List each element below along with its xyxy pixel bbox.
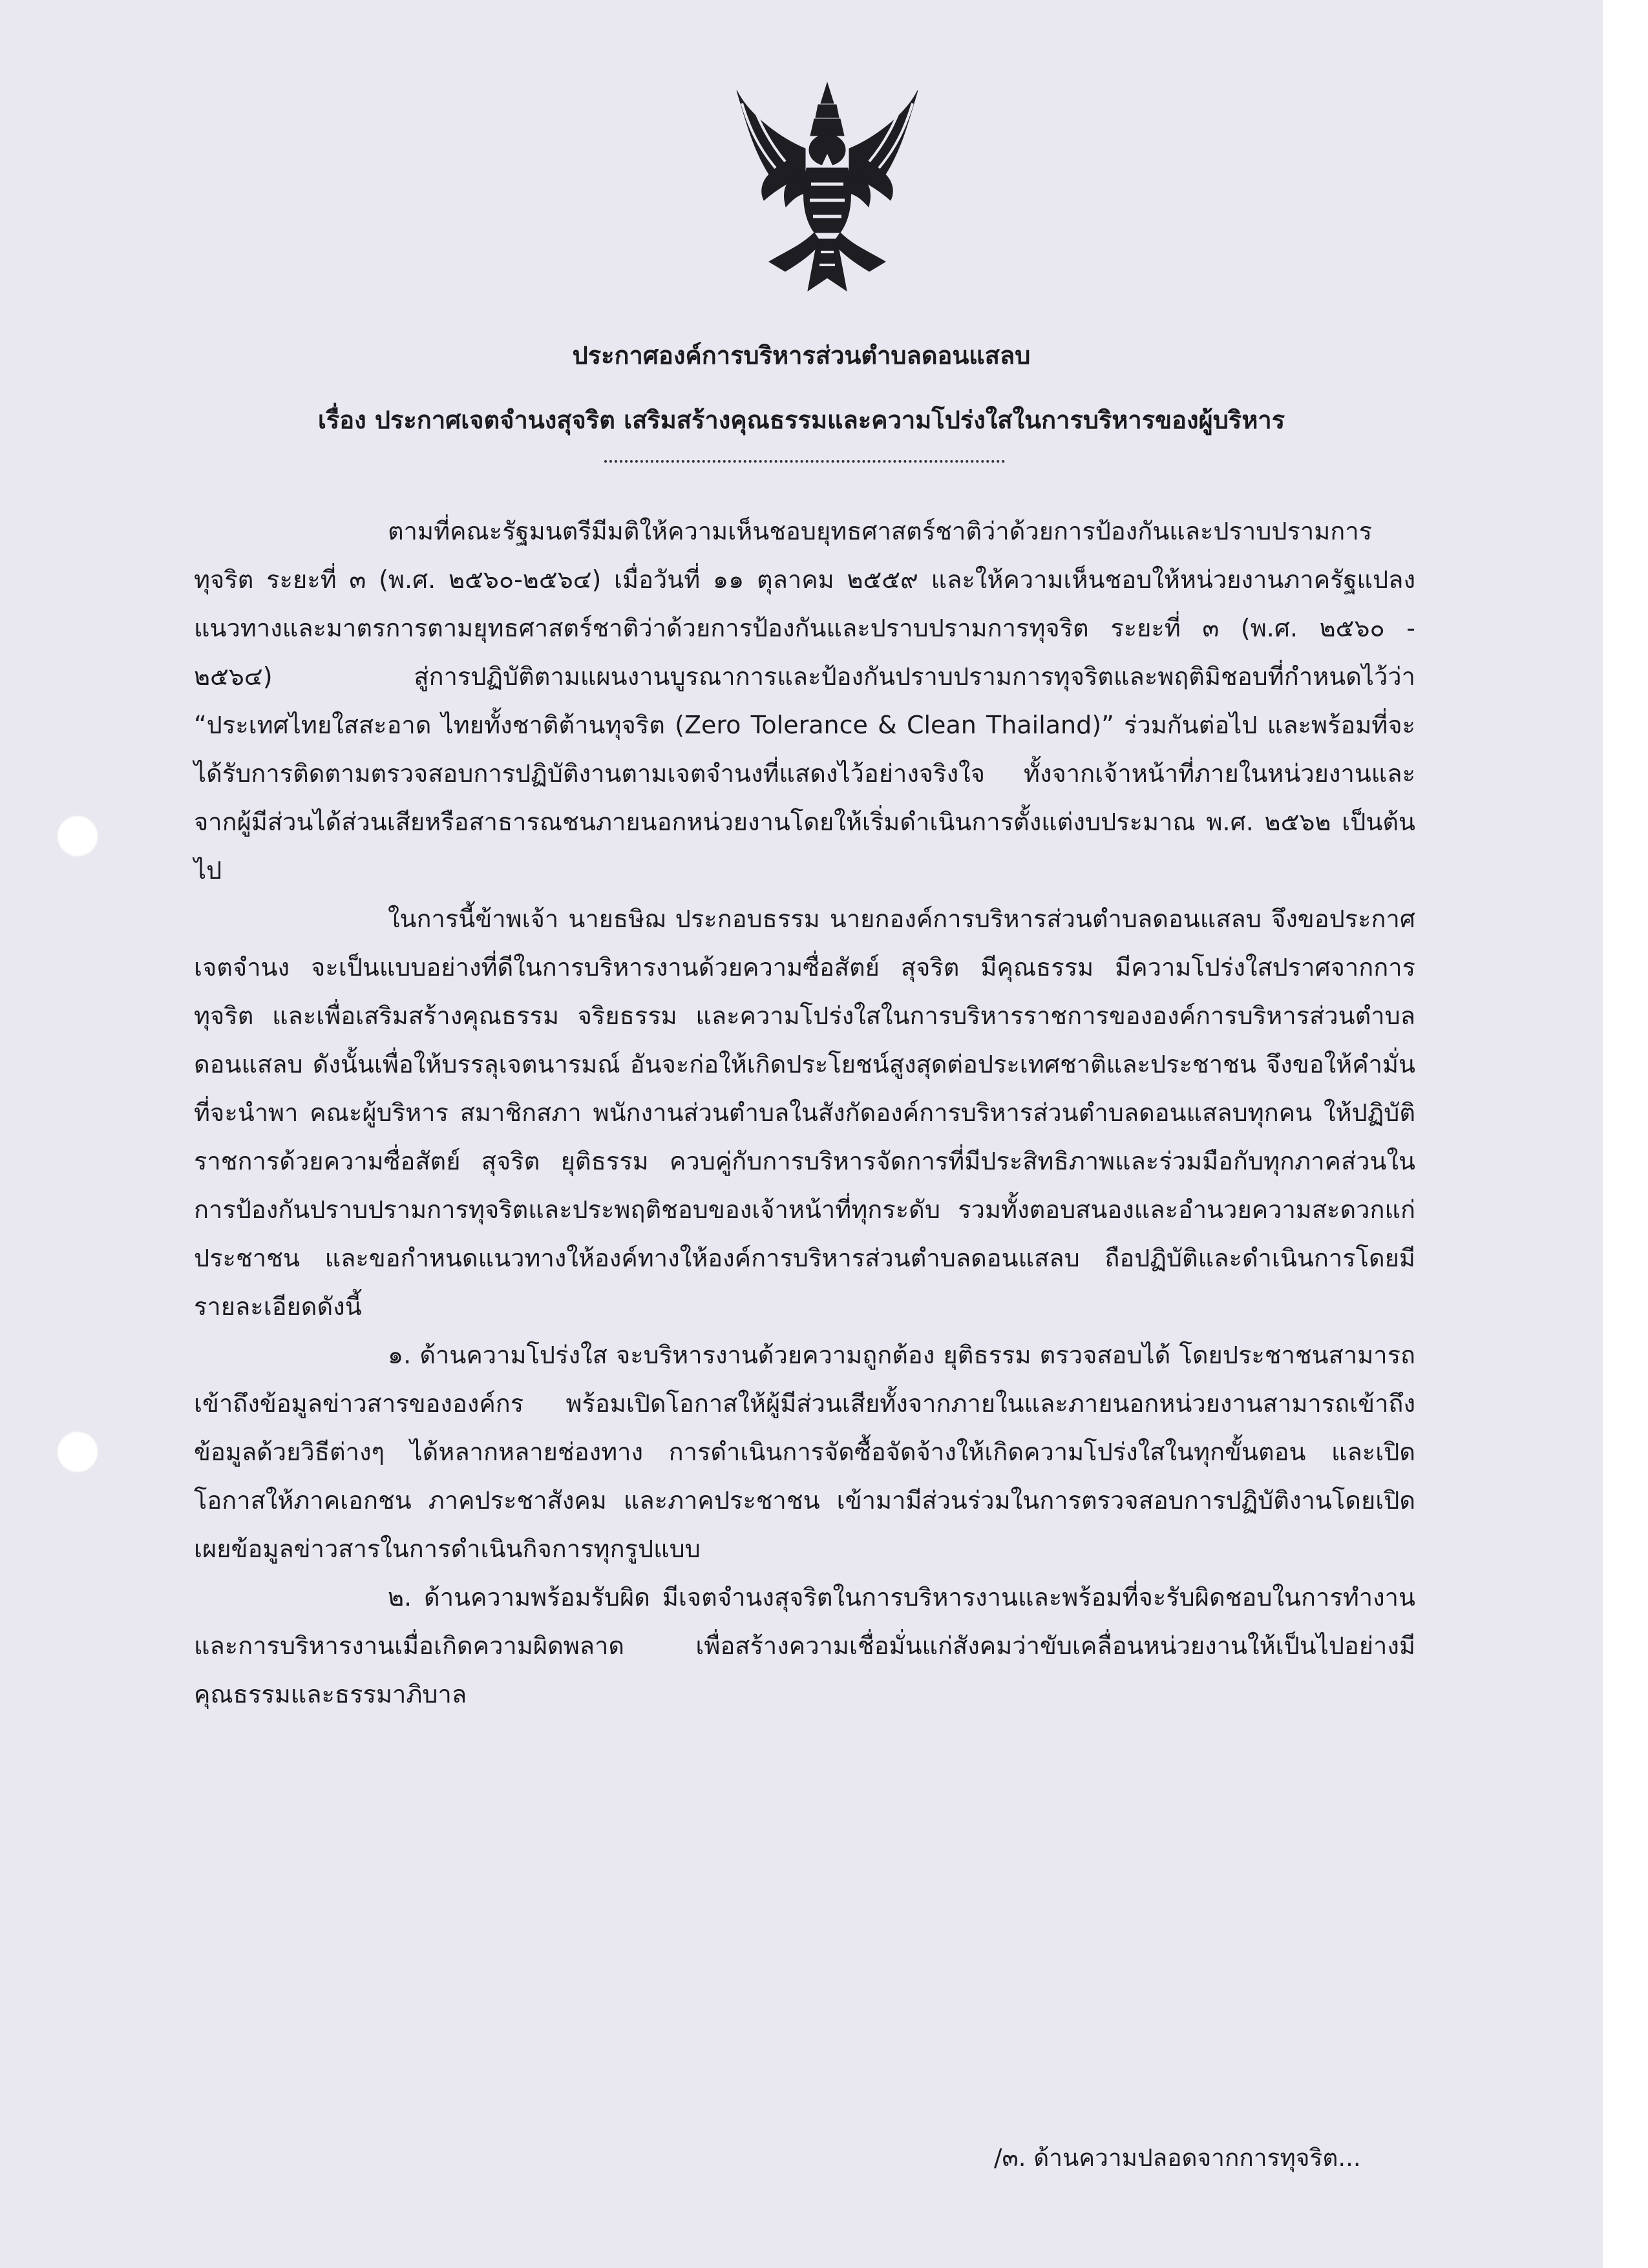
garuda-emblem-icon [724,78,931,297]
punch-hole-top [57,815,98,857]
continuation-note: /๓. ด้านความปลอดจากการทุจริต... [994,2144,1361,2172]
announcement-subject: เรื่อง ประกาศเจตจำนงสุจริต เสริมสร้างคุณธรรมและความโปร่งใสในการบริหารของผู้บริหาร [317,406,1285,434]
title-divider [604,460,1005,463]
paragraph-transparency: ๑. ด้านความโปร่งใส จะบริหารงานด้วยความถูกต้อง ยุติธรรม ตรวจสอบได้ โดยประชาชนสามารถเข้าถึงข้อมูลข่าวสารขององค์กร พร้อมเปิดโอกาสให้ผู้มีส่วนเสียทั้งจากภายในและภายนอกหน่วยงานสามารถเข้าถึงข้อมูลด้วยวิธีต่างๆ ได้หลากหลายช่องทาง การดำเนินการจัดซื้อจัดจ้างให้เกิดความโปร่งใสในทุกขั้นตอน และเปิดโอกาสให้ภาคเอกชน ภาคประชาสังคม และภาคประชาชน เข้ามามีส่วนร่วมในการตรวจสอบการปฏิบัติงานโดยเปิดเผยข้อมูลข่าวสารในการดำเนินกิจการทุกรูปแบบ [194,1341,1415,1563]
paragraph-intro: ตามที่คณะรัฐมนตรีมีมติให้ความเห็นชอบยุทธศาสตร์ชาติว่าด้วยการป้องกันและปราบปรามการทุจริต ระยะที่ ๓ (พ.ศ. ๒๕๖๐-๒๕๖๔) เมื่อวันที่ ๑๑ ตุลาคม ๒๕๕๙ และให้ความเห็นชอบให้หน่วยงานภาครัฐแปลงแนวทางและมาตรการตามยุทธศาสตร์ชาติว่าด้วยการป้องกันและปราบปรามการทุจริต ระยะที่ ๓ (พ.ศ. ๒๕๖๐ - ๒๕๖๔) สู่การปฏิบัติตามแผนงานบูรณาการและป้องกันปราบปรามการทุจริตและพฤติมิชอบที่กำหนดไว้ว่า “ประเทศไทยใสสะอาด ไทยทั้งชาติต้านทุจริต (Zero Tolerance & Clean Thailand)” ร่วมกันต่อไป และพร้อมที่จะได้รับการติดตามตรวจสอบการปฏิบัติงานตามเจตจำนงที่แสดงไว้อย่างจริงใจ ทั้งจากเจ้าหน้าที่ภายในหน่วยงานและจากผู้มีส่วนได้ส่วนเสียหรือสาธารณชนภายนอกหน่วยงานโดยให้เริ่มดำเนินการตั้งแต่งบประมาณ พ.ศ. ๒๕๖๒ เป็นต้นไป [194,517,1415,885]
punch-hole-bottom [57,1431,98,1473]
paragraph-declaration: ในการนี้ข้าพเจ้า นายธษิฌ ประกอบธรรม นายกองค์การบริหารส่วนตำบลดอนแสลบ จึงขอประกาศเจตจำนง จะเป็นแบบอย่างที่ดีในการบริหารงานด้วยความซื่อสัตย์ สุจริต มีคุณธรรม มีความโปร่งใสปราศจากการทุจริต และเพื่อเสริมสร้างคุณธรรม จริยธรรม และความโปร่งใสในการบริหารราชการขององค์การบริหารส่วนตำบลดอนแสลบ ดังนั้นเพื่อให้บรรลุเจตนารมณ์ อันจะก่อให้เกิดประโยชน์สูงสุดต่อประเทศชาติและประชาชน จึงขอให้คำมั่นที่จะนำพา คณะผู้บริหาร สมาชิกสภา พนักงานส่วนตำบลในสังกัดองค์การบริหารส่วนตำบลดอนแสลบทุกคน ให้ปฏิบัติราชการด้วยความซื่อสัตย์ สุจริต ยุติธรรม ควบคู่กับการบริหารจัดการที่มีประสิทธิภาพและร่วมมือกับทุกภาคส่วนในการป้องกันปราบปรามการทุจริตและประพฤติชอบของเจ้าหน้าที่ทุกระดับ รวมทั้งตอบสนองและอำนวยความสะดวกแก่ประชาชน และขอกำหนดแนวทางให้องค์ทางให้องค์การบริหารส่วนตำบลดอนแสลบ ถือปฏิบัติและดำเนินการโดยมีรายละเอียดดังนี้ [194,905,1415,1321]
announcement-body [194,507,1415,1719]
announcement-title: ประกาศองค์การบริหารส่วนตำบลดอนแสลบ [572,341,1031,370]
paragraph-accountability: ๒. ด้านความพร้อมรับผิด มีเจตจำนงสุจริตในการบริหารงานและพร้อมที่จะรับผิดชอบในการทำงานและการบริหารงานเมื่อเกิดความผิดพลาด เพื่อสร้างความเชื่อมั่นแก่สังคมว่าขับเคลื่อนหน่วยงานให้เป็นไปอย่างมีคุณธรรมและธรรมาภิบาล [194,1583,1415,1708]
